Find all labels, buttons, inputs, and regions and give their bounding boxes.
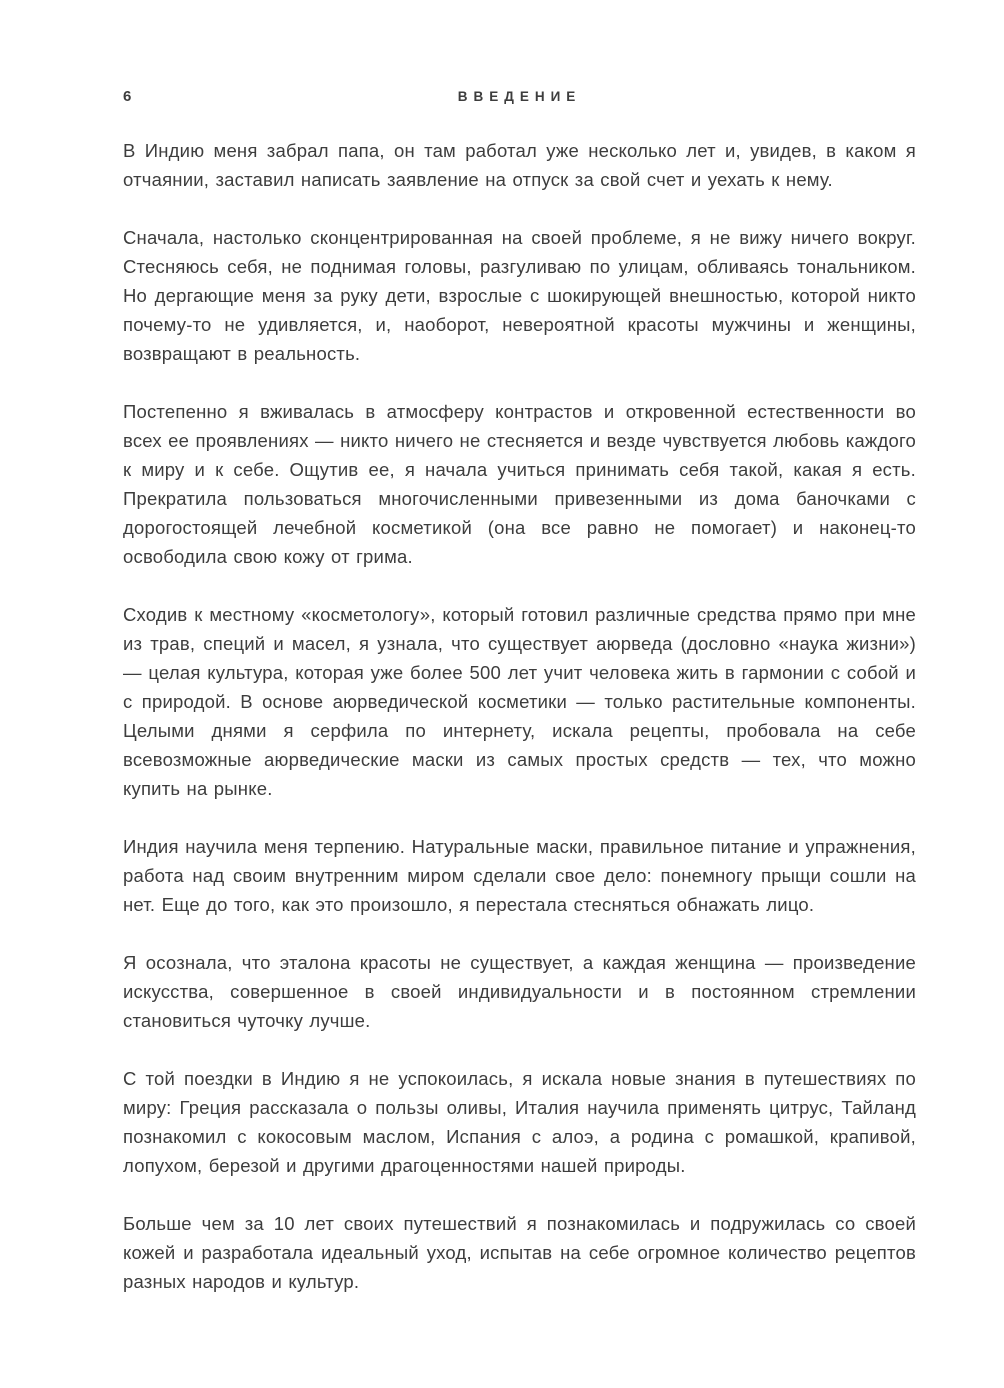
page-number: 6 <box>123 88 133 105</box>
paragraph: В Индию меня забрал папа, он там работал уже несколько лет и, увидев, в каком я отчаянии, заставил написать заявление на отпуск за свой счет и уехать к нему. <box>123 140 916 190</box>
paragraph: Индия научила меня терпению. Натуральные маски, правильное питание и упражнения, работа над своим внутренним миром сделали свое дело: понемногу прыщи сошли на нет. Еще до того, как это произошло, я перестала стесняться обнажать лицо. <box>123 836 916 915</box>
paragraph: Постепенно я вживалась в атмосферу контрастов и откровенной естественности во всех ее проявлениях — никто ничего не стесняется и везде чувствуется любовь каждого к миру и к себе. Ощутив ее, я начала учиться принимать себя такой, какая я есть. Прекратила пользоваться многочисленными привезенными из дома баночками с дорогостоящей лечебной косметикой (она все равно не помогает) и наконец-то освободила свою кожу от грима. <box>123 401 916 567</box>
paragraph: С той поездки в Индию я не успокоилась, я искала новые знания в путешествиях по миру: Греция рассказала о пользы оливы, Италия научила применять цитрус, Тайланд познакомил с кокосовым маслом, Испания с алоэ, а родина с ромашкой, крапивой, лопухом, березой и другими драгоценностями нашей природы. <box>123 1068 916 1176</box>
paragraph: Сначала, настолько сконцентрированная на своей проблеме, я не вижу ничего вокруг. Стесняюсь себя, не поднимая головы, разгуливаю по улицам, обливаясь тональником. Но дергающие меня за руку дети, взрослые с шокирующей внешностью, которой никто почему-то не удивляется, и, наоборот, невероятной красоты мужчины и женщины, возвращают в реальность. <box>123 227 916 364</box>
page-body <box>123 136 916 1296</box>
paragraph: Больше чем за 10 лет своих путешествий я познакомилась и подружилась со своей кожей и разработала идеальный уход, испытав на себе огромное количество рецептов разных народов и культур. <box>123 1213 916 1292</box>
paragraph: Я осознала, что эталона красоты не существует, а каждая женщина — произведение искусства, совершенное в своей индивидуальности и в постоянном стремлении становиться чуточку лучше. <box>123 952 916 1031</box>
page-header <box>123 88 916 110</box>
paragraph: Сходив к местному «косметологу», который готовил различные средства прямо при мне из трав, специй и масел, я узнала, что существует аюрведа (дословно «наука жизни») — целая культура, которая уже более 500 лет учит человека жить в гармонии с собой и с природой. В основе аюрведической косметики — только растительные компоненты. Целыми днями я серфила по интернету, искала рецепты, пробовала на себе всевозможные аюрведические маски из самых простых средств — тех, что можно купить на рынке. <box>123 604 916 799</box>
running-title: ВВЕДЕНИЕ <box>457 89 582 104</box>
